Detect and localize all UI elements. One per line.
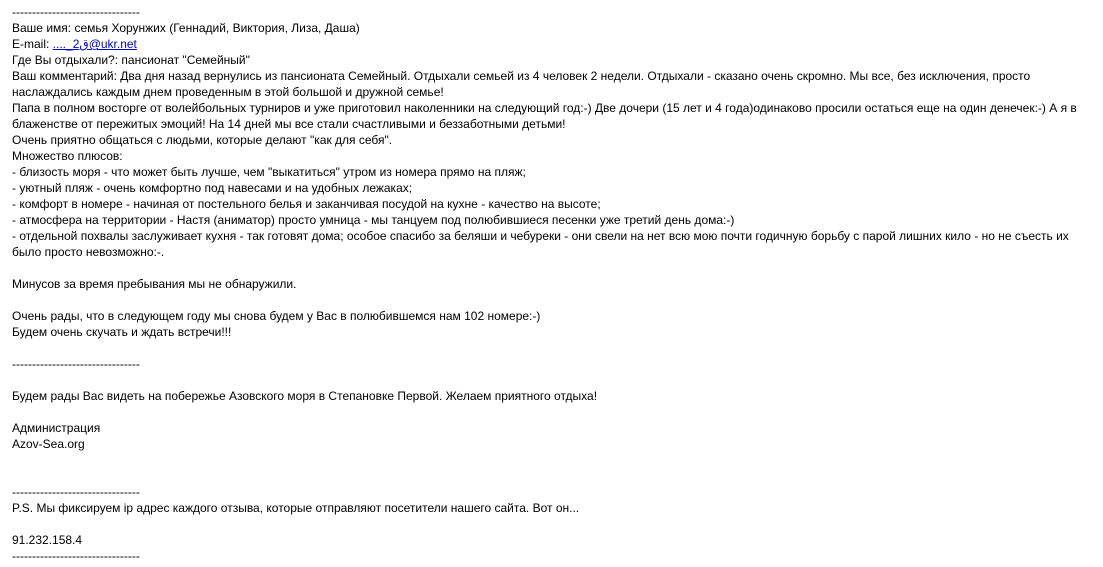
plus-header: Множество плюсов: bbox=[12, 149, 123, 163]
spacer bbox=[12, 372, 1099, 388]
spacer bbox=[12, 340, 1099, 356]
spacer bbox=[12, 452, 1099, 468]
spacer bbox=[12, 468, 1099, 484]
admin-signature-1: Администрация bbox=[12, 421, 101, 435]
admin-message: Будем рады Вас видеть на побережье Азовского моря в Степановке Первой. Желаем приятного отдыха! bbox=[12, 389, 598, 403]
separator-ps: -------------------------------- bbox=[12, 485, 140, 499]
plus-item: - комфорт в номере - начиная от постельного белья и заканчивая посудой на кухне - качество на высоте; bbox=[12, 197, 601, 211]
comment-paragraph-3: Очень приятно общаться с людьми, которые делают "как для себя". bbox=[12, 133, 393, 147]
where-label: Где Вы отдыхали?: bbox=[12, 53, 122, 67]
comment-paragraph-1 bbox=[12, 68, 1099, 100]
closing-line-2: Будем очень скучать и ждать встречи!!! bbox=[12, 325, 232, 339]
separator-middle: -------------------------------- bbox=[12, 357, 140, 371]
comment-text-1: Два дня назад вернулись из пансионата Семейный. Отдыхали семьей из 4 человек 2 недели. Отдыхали - сказано очень скромно. Мы все, без исключения, просто наслаждались каждым днем проведенным в этой большой и дружной семье! bbox=[12, 69, 1031, 99]
ip-address: 91.232.158.4 bbox=[12, 533, 83, 547]
name-line bbox=[12, 20, 1099, 36]
name-label: Ваше имя: bbox=[12, 21, 75, 35]
closing-line-1: Очень рады, что в следующем году мы снова будем у Вас в полюбившемся нам 102 номере:-) bbox=[12, 309, 541, 323]
plus-item: - атмосфера на территории - Настя (аниматор) просто умница - мы танцуем под полюбившиеся песенки уже третий день дома:-) bbox=[12, 213, 735, 227]
where-line bbox=[12, 52, 1099, 68]
comment-paragraph-2: Папа в полном восторге от волейбольных турниров и уже приготовил наколенники на следующий год:-) Две дочери (15 лет и 4 года)одинаково просили остаться еще на один денечек:-) А я в блаженстве от пережитых эмоций! На 14 дней мы все стали счастливыми и беззаботными детьми! bbox=[12, 101, 1077, 131]
comment-label: Ваш комментарий: bbox=[12, 69, 121, 83]
plus-item: - отдельной похвалы заслуживает кухня - так готовят дома; особое спасибо за беляши и чебуреки - они свели на нет всю мою почти годичную борьбу с парой лишних кило - но не съесть их было просто невозможно:-. bbox=[12, 229, 1069, 259]
spacer bbox=[12, 292, 1099, 308]
email-label: E-mail: bbox=[12, 37, 53, 51]
spacer bbox=[12, 516, 1099, 532]
email-link[interactable]: ...._ق2@ukr.net bbox=[52, 37, 137, 51]
plus-item: - уютный пляж - очень комфортно под навесами и на удобных лежаках; bbox=[12, 181, 413, 195]
name-value: семья Хорунжих (Геннадий, Виктория, Лиза, Даша) bbox=[74, 21, 360, 35]
spacer bbox=[12, 404, 1099, 420]
separator-bottom: -------------------------------- bbox=[12, 549, 140, 563]
minus-text: Минусов за время пребывания мы не обнаружили. bbox=[12, 277, 297, 291]
where-value: пансионат "Семейный" bbox=[121, 53, 250, 67]
ps-text: P.S. Мы фиксируем ip адрес каждого отзыва, которые отправляют посетители нашего сайта. Вот он... bbox=[12, 501, 580, 515]
admin-signature-2: Azov-Sea.org bbox=[12, 437, 85, 451]
spacer bbox=[12, 260, 1099, 276]
separator-top: -------------------------------- bbox=[12, 5, 140, 19]
email-line bbox=[12, 36, 1099, 52]
plus-item: - близость моря - что может быть лучше, чем "выкатиться" утром из номера прямо на пляж; bbox=[12, 165, 526, 179]
